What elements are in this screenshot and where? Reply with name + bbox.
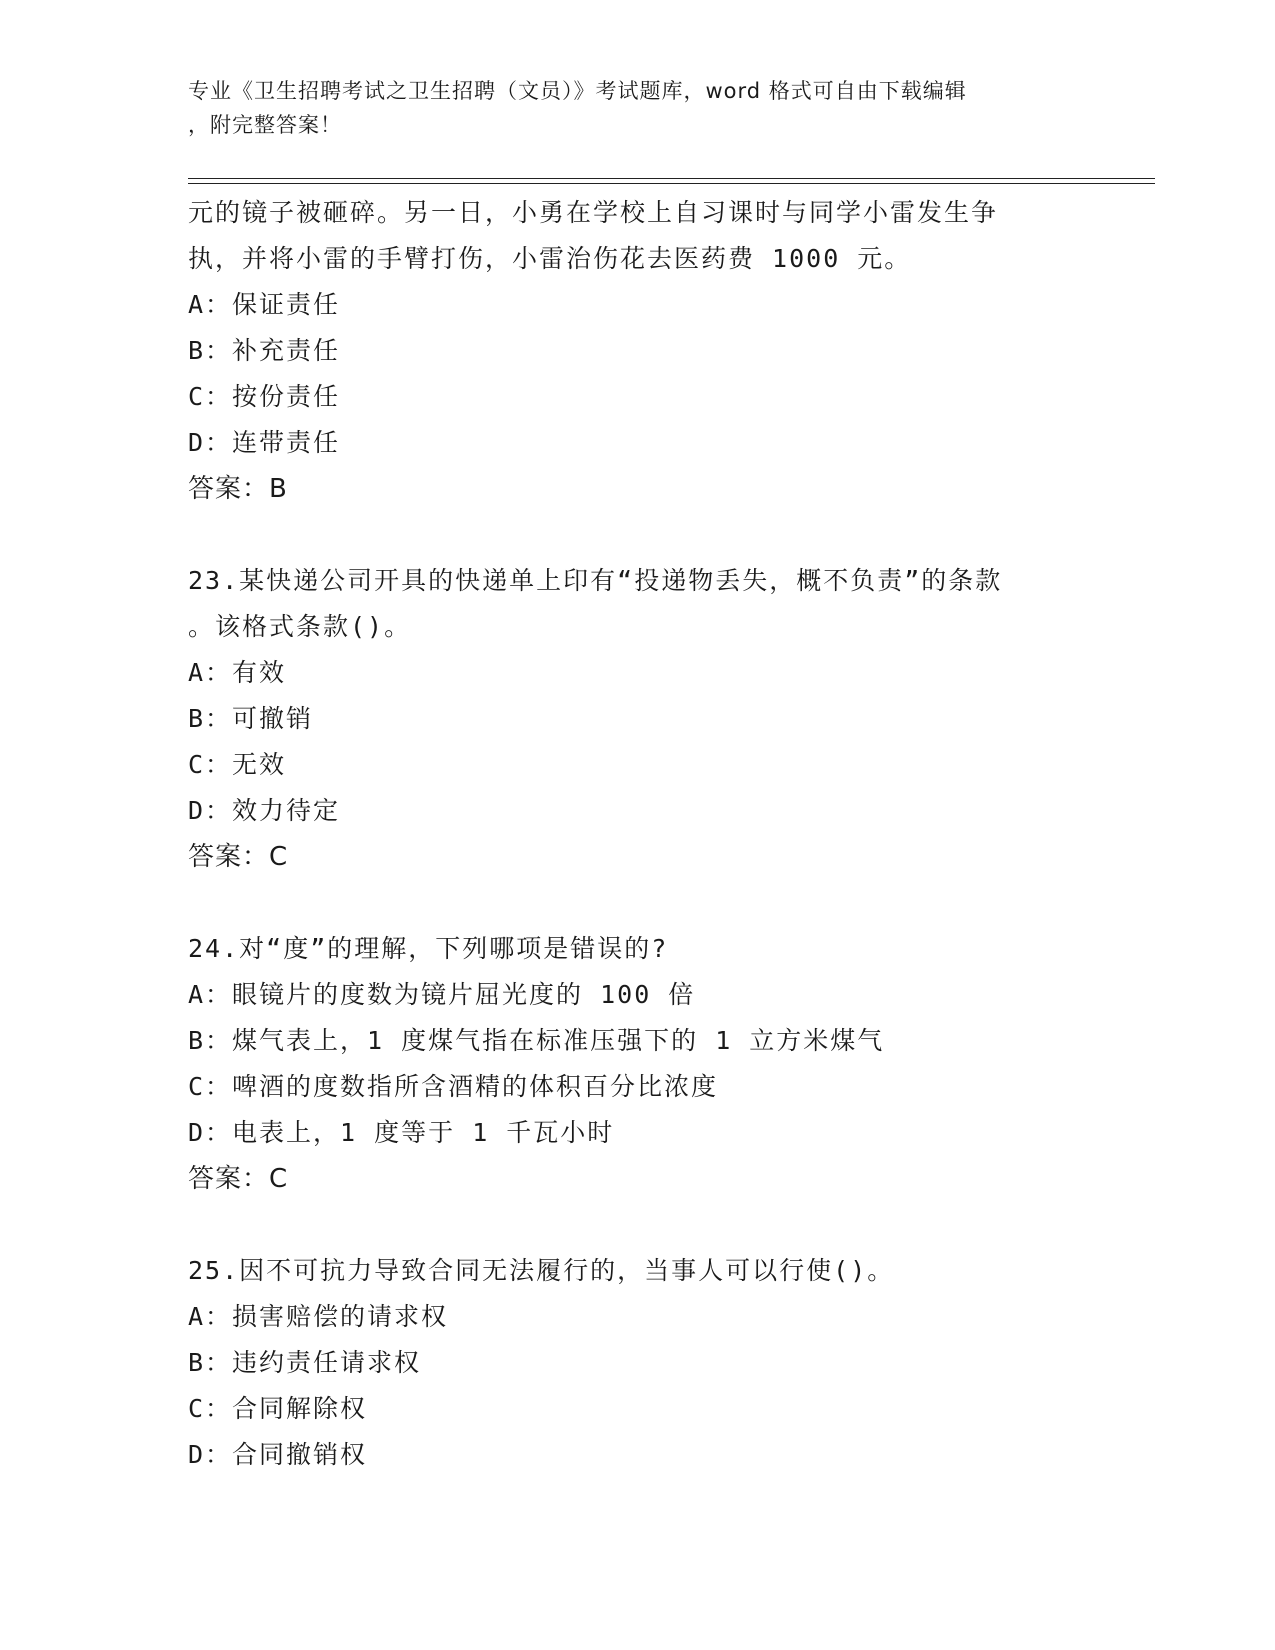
answer-line: 答案：C (188, 842, 289, 872)
option-d: D：效力待定 (188, 796, 341, 825)
option-c: C：按份责任 (188, 382, 341, 411)
option-a: A：保证责任 (188, 290, 341, 319)
option-c: C：合同解除权 (188, 1394, 368, 1423)
header-title-line-2: ，附完整答案！ (188, 113, 342, 137)
question-fragment (188, 190, 1088, 512)
option-b: B：可撤销 (188, 704, 314, 733)
question-25 (188, 1248, 1088, 1478)
question-stem-line: 23.某快递公司开具的快递单上印有“投递物丢失，概不负责”的条款 (188, 566, 1003, 595)
option-c: C：啤酒的度数指所含酒精的体积百分比浓度 (188, 1072, 719, 1101)
question-stem-line: 执，并将小雷的手臂打伤，小雷治伤花去医药费 1000 元。 (188, 244, 912, 273)
option-c: C：无效 (188, 750, 287, 779)
header-title-line-1: 专业《卫生招聘考试之卫生招聘（文员）》考试题库，word 格式可自由下载编辑 (188, 79, 967, 103)
header-rule-top (188, 178, 1155, 179)
question-23 (188, 558, 1088, 880)
question-stem-line: 25.因不可抗力导致合同无法履行的，当事人可以行使()。 (188, 1256, 895, 1285)
question-spacer (188, 512, 1088, 558)
option-b: B：煤气表上，1 度煤气指在标准压强下的 1 立方米煤气 (188, 1026, 885, 1055)
answer-line: 答案：C (188, 1164, 289, 1194)
option-a: A：眼镜片的度数为镜片屈光度的 100 倍 (188, 980, 696, 1009)
document-body (188, 190, 1088, 1478)
option-d: D：合同撤销权 (188, 1440, 368, 1469)
question-stem-line: 元的镜子被砸碎。另一日，小勇在学校上自习课时与同学小雷发生争 (188, 198, 999, 227)
option-d: D：电表上，1 度等于 1 千瓦小时 (188, 1118, 615, 1147)
header-rule-bottom (188, 183, 1155, 184)
page-header (188, 74, 1088, 142)
question-stem-line: 。该格式条款()。 (188, 612, 412, 641)
option-a: A：损害赔偿的请求权 (188, 1302, 449, 1331)
question-spacer (188, 880, 1088, 926)
option-a: A：有效 (188, 658, 287, 687)
option-d: D：连带责任 (188, 428, 341, 457)
answer-line: 答案：B (188, 474, 288, 504)
question-spacer (188, 1202, 1088, 1248)
option-b: B：补充责任 (188, 336, 341, 365)
question-24 (188, 926, 1088, 1202)
option-b: B：违约责任请求权 (188, 1348, 422, 1377)
question-stem-line: 24.对“度”的理解，下列哪项是错误的? (188, 934, 669, 963)
